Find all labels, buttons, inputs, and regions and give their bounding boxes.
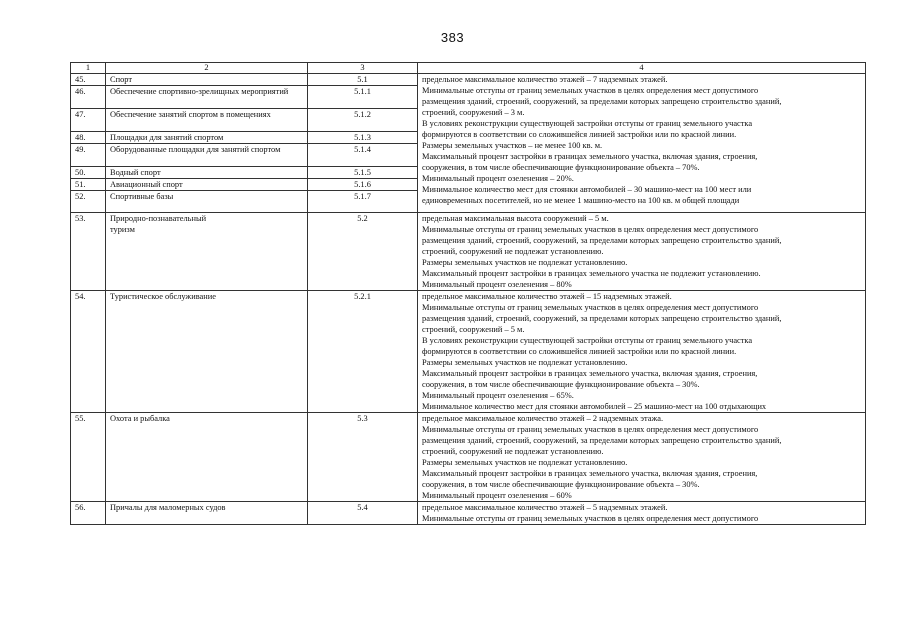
activity-code: 5.4 xyxy=(308,502,418,525)
row-number: 52. xyxy=(71,191,106,213)
activity-name: Обеспечение спортивно-зрелищных мероприятий xyxy=(106,86,308,109)
activity-code: 5.1.7 xyxy=(308,191,418,213)
text-line: предельное максимальное количество этажей – 5 надземных этажей. xyxy=(422,503,668,512)
activity-code: 5.1.1 xyxy=(308,86,418,109)
text-line: строений, сооружений – 3 м. xyxy=(422,108,525,117)
column-header: 4 xyxy=(418,63,866,74)
column-header: 1 xyxy=(71,63,106,74)
row-number: 46. xyxy=(71,86,106,109)
text-line: предельное максимальное количество этажей – 7 надземных этажей. xyxy=(422,75,668,84)
text-line: Минимальные отступы от границ земельных участков в целях определения мест допустимого xyxy=(422,514,759,523)
text-line: В условиях реконструкции существующей застройки отступы от границ земельного участка xyxy=(422,119,753,128)
activity-name-line: туризм xyxy=(110,225,135,234)
activity-code: 5.2.1 xyxy=(308,291,418,413)
text-line: размещения зданий, строений, сооружений, за пределами которых запрещено строительство зданий, xyxy=(422,236,782,245)
text-line: Минимальные отступы от границ земельных участков в целях определения мест допустимого xyxy=(422,303,759,312)
text-line: предельная максимальная высота сооружений – 5 м. xyxy=(422,214,609,223)
column-header: 3 xyxy=(308,63,418,74)
text-line: Размеры земельных участков не подлежат установлению. xyxy=(422,358,628,367)
text-line: Минимальный процент озеленения – 65%. xyxy=(422,391,574,400)
text-line: сооружения, в том числе обеспечивающие функционирование объекта – 70%. xyxy=(422,163,700,172)
text-line: Минимальные отступы от границ земельных участков в целях определения мест допустимого xyxy=(422,425,759,434)
text-line: строений, сооружений не подлежат установлению. xyxy=(422,247,604,256)
text-line: Максимальный процент застройки в границах земельного участка, включая здания, строения, xyxy=(422,469,758,478)
text-line: формируются в соответствии со сложившейся линией застройки или по красной линии. xyxy=(422,347,737,356)
text-line: сооружения, в том числе обеспечивающие функционирование объекта – 30%. xyxy=(422,380,700,389)
text-line: размещения зданий, строений, сооружений, за пределами которых запрещено строительство зданий, xyxy=(422,436,782,445)
row-number: 50. xyxy=(71,167,106,179)
text-line: Размеры земельных участков не подлежат установлению. xyxy=(422,458,628,467)
activity-code: 5.3 xyxy=(308,413,418,502)
text-line: единовременных посетителей, но не менее 1 машино-место на 100 кв. м общей площади xyxy=(422,196,740,205)
regulation-text xyxy=(418,213,866,291)
table-row xyxy=(71,502,866,525)
text-line: В условиях реконструкции существующей застройки отступы от границ земельного участка xyxy=(422,336,753,345)
activity-name: Туристическое обслуживание xyxy=(106,291,308,413)
regulation-text xyxy=(418,502,866,525)
text-line: Максимальный процент застройки в границах земельного участка не подлежит установлению. xyxy=(422,269,761,278)
text-line: размещения зданий, строений, сооружений, за пределами которых запрещено строительство зданий, xyxy=(422,314,782,323)
activity-code: 5.1.5 xyxy=(308,167,418,179)
activity-name: Спортивные базы xyxy=(106,191,308,213)
text-line: Максимальный процент застройки в границах земельного участка, включая здания, строения, xyxy=(422,152,758,161)
row-number: 51. xyxy=(71,179,106,191)
activity-code: 5.2 xyxy=(308,213,418,291)
page-number: 383 xyxy=(440,30,465,45)
text-line: предельное максимальное количество этажей – 2 надземных этажа. xyxy=(422,414,664,423)
text-line: Минимальный процент озеленения – 80% xyxy=(422,280,572,289)
text-line: Минимальные отступы от границ земельных участков в целях определения мест допустимого xyxy=(422,225,759,234)
row-number: 56. xyxy=(71,502,106,525)
row-number: 49. xyxy=(71,144,106,167)
activity-code: 5.1.2 xyxy=(308,109,418,132)
activity-code: 5.1.4 xyxy=(308,144,418,167)
activity-code: 5.1 xyxy=(308,74,418,86)
text-line: Минимальное количество мест для стоянки автомобилей – 25 машино-мест на 100 отдыхающих xyxy=(422,402,767,411)
text-line: Минимальное количество мест для стоянки автомобилей – 30 машино-мест на 100 мест или xyxy=(422,185,752,194)
activity-name: Площадки для занятий спортом xyxy=(106,132,308,144)
regulation-text xyxy=(418,291,866,413)
row-number: 53. xyxy=(71,213,106,291)
row-number: 45. xyxy=(71,74,106,86)
text-line: Минимальный процент озеленения – 20%. xyxy=(422,174,574,183)
regulation-text xyxy=(418,74,866,213)
row-number: 55. xyxy=(71,413,106,502)
row-number: 48. xyxy=(71,132,106,144)
table-row xyxy=(71,413,866,502)
activity-name: Охота и рыбалка xyxy=(106,413,308,502)
text-line: предельное максимальное количество этажей – 15 надземных этажей. xyxy=(422,292,672,301)
table-row xyxy=(71,291,866,413)
column-number-row xyxy=(71,63,866,74)
table-row xyxy=(71,213,866,291)
text-line: сооружения, в том числе обеспечивающие функционирование объекта – 30%. xyxy=(422,480,700,489)
regulation-text xyxy=(418,413,866,502)
activity-name: Обеспечение занятий спортом в помещениях xyxy=(106,109,308,132)
text-line: строений, сооружений не подлежат установлению. xyxy=(422,447,604,456)
regulations-table xyxy=(70,62,866,525)
text-line: Размеры земельных участков не подлежат установлению. xyxy=(422,258,628,267)
row-number: 47. xyxy=(71,109,106,132)
activity-name: Причалы для маломерных судов xyxy=(106,502,308,525)
activity-name xyxy=(106,213,308,291)
activity-code: 5.1.6 xyxy=(308,179,418,191)
row-number: 54. xyxy=(71,291,106,413)
activity-name: Оборудованные площадки для занятий спортом xyxy=(106,144,308,167)
table-row xyxy=(71,74,866,86)
activity-name: Спорт xyxy=(106,74,308,86)
activity-code: 5.1.3 xyxy=(308,132,418,144)
text-line: Минимальный процент озеленения – 60% xyxy=(422,491,572,500)
activity-name-line: Природно-познавательный xyxy=(110,214,207,223)
activity-name: Водный спорт xyxy=(106,167,308,179)
text-line: размещения зданий, строений, сооружений, за пределами которых запрещено строительство зданий, xyxy=(422,97,782,106)
column-header: 2 xyxy=(106,63,308,74)
text-line: Размеры земельных участков – не менее 100 кв. м. xyxy=(422,141,603,150)
text-line: Минимальные отступы от границ земельных участков в целях определения мест допустимого xyxy=(422,86,759,95)
activity-name: Авиационный спорт xyxy=(106,179,308,191)
text-line: формируются в соответствии со сложившейся линией застройки или по красной линии. xyxy=(422,130,737,139)
text-line: строений, сооружений – 5 м. xyxy=(422,325,525,334)
text-line: Максимальный процент застройки в границах земельного участка, включая здания, строения, xyxy=(422,369,758,378)
